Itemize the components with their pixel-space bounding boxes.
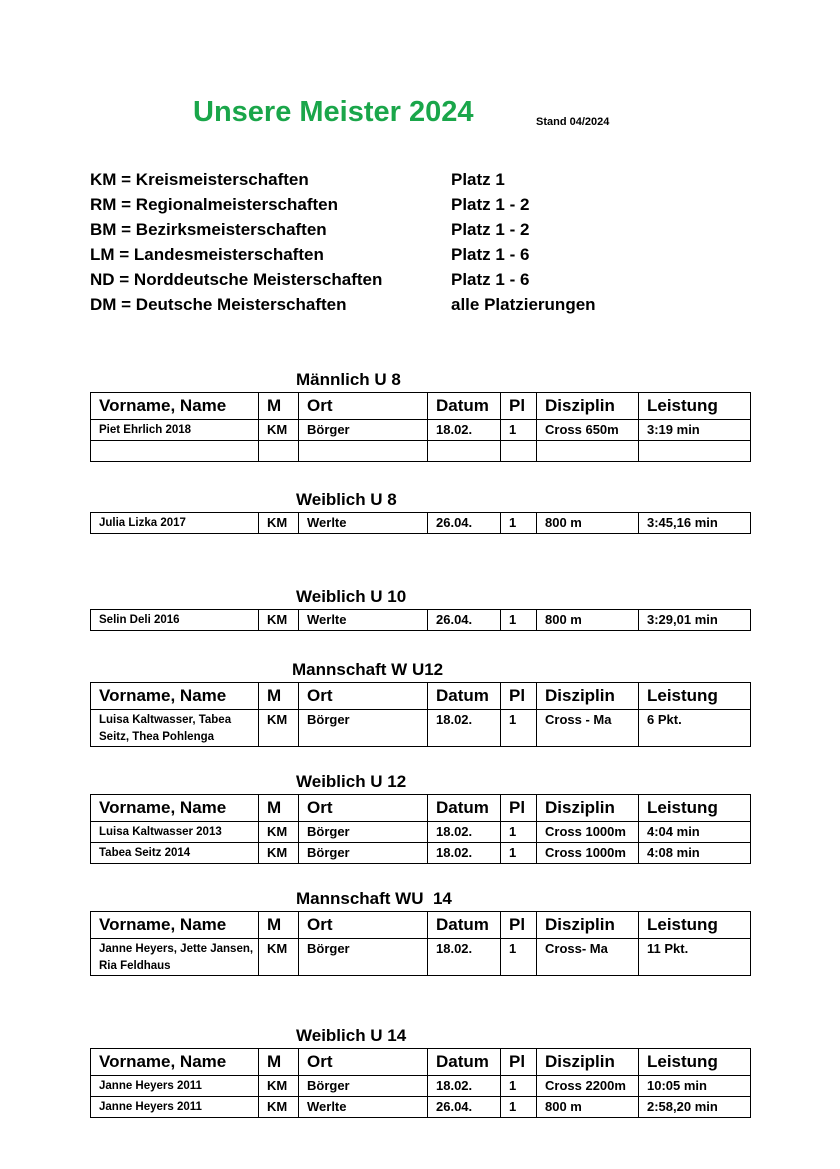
column-header-leistung: Leistung <box>639 912 751 939</box>
cell-datum: 26.04. <box>428 1097 501 1118</box>
cell-m: KM <box>259 610 299 631</box>
results-table-mannschaft-w-u12 <box>90 682 751 747</box>
cell-pl: 1 <box>501 420 537 441</box>
column-header-disziplin: Disziplin <box>537 912 639 939</box>
cell-ort: Börger <box>299 843 428 864</box>
column-header-name: Vorname, Name <box>91 795 259 822</box>
legend-row <box>90 270 730 295</box>
column-header-leistung: Leistung <box>639 393 751 420</box>
column-header-m: M <box>259 1049 299 1076</box>
cell-ort: Werlte <box>299 610 428 631</box>
table-row <box>91 939 751 976</box>
cell-disziplin: 800 m <box>537 513 639 534</box>
cell-pl: 1 <box>501 843 537 864</box>
cell-pl: 1 <box>501 1076 537 1097</box>
cell-m: KM <box>259 710 299 747</box>
cell-name: Tabea Seitz 2014 <box>91 843 259 864</box>
cell-pl: 1 <box>501 513 537 534</box>
column-header-leistung: Leistung <box>639 795 751 822</box>
table-row <box>91 843 751 864</box>
column-header-ort: Ort <box>299 795 428 822</box>
column-header-datum: Datum <box>428 393 501 420</box>
cell-name: Piet Ehrlich 2018 <box>91 420 259 441</box>
cell-datum: 26.04. <box>428 513 501 534</box>
cell-m: KM <box>259 843 299 864</box>
column-header-datum: Datum <box>428 1049 501 1076</box>
column-header-ort: Ort <box>299 393 428 420</box>
legend-row <box>90 170 730 195</box>
cell-leistung: 10:05 min <box>639 1076 751 1097</box>
legend-abbr: LM = Landesmeisterschaften <box>90 245 324 264</box>
cell-datum: 18.02. <box>428 1076 501 1097</box>
cell-name: Janne Heyers 2011 <box>91 1076 259 1097</box>
results-table-weiblich-u8 <box>90 512 751 534</box>
column-header-disziplin: Disziplin <box>537 1049 639 1076</box>
column-header-m: M <box>259 683 299 710</box>
column-header-m: M <box>259 912 299 939</box>
table-row <box>91 822 751 843</box>
legend-row <box>90 295 730 320</box>
legend-abbr: DM = Deutsche Meisterschaften <box>90 295 347 314</box>
cell-name: Julia Lizka 2017 <box>91 513 259 534</box>
table-header-row <box>91 683 751 710</box>
table-row <box>91 710 751 747</box>
cell-disziplin: Cross 1000m <box>537 843 639 864</box>
legend-abbr: KM = Kreismeisterschaften <box>90 170 309 189</box>
table-row <box>91 610 751 631</box>
cell-disziplin: 800 m <box>537 1097 639 1118</box>
cell-name: Selin Deli 2016 <box>91 610 259 631</box>
column-header-name: Vorname, Name <box>91 912 259 939</box>
cell-name <box>91 441 259 462</box>
stand-date: Stand 04/2024 <box>536 116 610 128</box>
cell-m <box>259 441 299 462</box>
section-title-weiblich-u10: Weiblich U 10 <box>296 587 407 606</box>
column-header-name: Vorname, Name <box>91 683 259 710</box>
cell-m: KM <box>259 939 299 976</box>
legend-row <box>90 220 730 245</box>
cell-disziplin: Cross 2200m <box>537 1076 639 1097</box>
section-title-weiblich-u14: Weiblich U 14 <box>296 1026 407 1045</box>
results-table-weiblich-u10 <box>90 609 751 631</box>
cell-pl: 1 <box>501 610 537 631</box>
cell-disziplin: 800 m <box>537 610 639 631</box>
cell-m: KM <box>259 513 299 534</box>
cell-pl: 1 <box>501 822 537 843</box>
cell-ort <box>299 441 428 462</box>
legend-platz: Platz 1 - 2 <box>451 220 530 239</box>
column-header-name: Vorname, Name <box>91 1049 259 1076</box>
cell-datum: 18.02. <box>428 843 501 864</box>
cell-name: Janne Heyers, Jette Jansen, Ria Feldhaus <box>91 939 259 976</box>
cell-pl: 1 <box>501 710 537 747</box>
table-header-row <box>91 393 751 420</box>
cell-leistung: 11 Pkt. <box>639 939 751 976</box>
cell-m: KM <box>259 1097 299 1118</box>
cell-leistung: 3:29,01 min <box>639 610 751 631</box>
cell-disziplin <box>537 441 639 462</box>
column-header-m: M <box>259 795 299 822</box>
legend-row <box>90 245 730 270</box>
cell-m: KM <box>259 1076 299 1097</box>
table-row <box>91 420 751 441</box>
column-header-pl: Pl <box>501 795 537 822</box>
cell-datum: 18.02. <box>428 939 501 976</box>
table-header-row <box>91 1049 751 1076</box>
results-table-weiblich-u14 <box>90 1048 751 1118</box>
cell-leistung: 3:45,16 min <box>639 513 751 534</box>
cell-ort: Börger <box>299 939 428 976</box>
section-title-mannschaft-wu14: Mannschaft WU 14 <box>296 889 452 908</box>
column-header-ort: Ort <box>299 912 428 939</box>
cell-leistung: 6 Pkt. <box>639 710 751 747</box>
cell-leistung: 2:58,20 min <box>639 1097 751 1118</box>
section-title-mannschaft-w-u12: Mannschaft W U12 <box>292 660 444 679</box>
results-table-maennlich-u8 <box>90 392 751 462</box>
section-title-maennlich-u8: Männlich U 8 <box>296 370 401 389</box>
column-header-ort: Ort <box>299 683 428 710</box>
legend <box>90 170 730 320</box>
cell-name: Luisa Kaltwasser, Tabea Seitz, Thea Pohlenga <box>91 710 259 747</box>
table-row-empty <box>91 441 751 462</box>
legend-abbr: ND = Norddeutsche Meisterschaften <box>90 270 383 289</box>
table-row <box>91 513 751 534</box>
cell-disziplin: Cross 650m <box>537 420 639 441</box>
cell-disziplin: Cross- Ma <box>537 939 639 976</box>
cell-leistung: 4:08 min <box>639 843 751 864</box>
section-title-weiblich-u8: Weiblich U 8 <box>296 490 397 509</box>
legend-platz: Platz 1 - 6 <box>451 270 530 289</box>
column-header-disziplin: Disziplin <box>537 795 639 822</box>
cell-datum: 18.02. <box>428 822 501 843</box>
cell-ort: Börger <box>299 1076 428 1097</box>
table-header-row <box>91 795 751 822</box>
table-header-row <box>91 912 751 939</box>
column-header-leistung: Leistung <box>639 683 751 710</box>
cell-pl <box>501 441 537 462</box>
column-header-pl: Pl <box>501 393 537 420</box>
cell-ort: Werlte <box>299 513 428 534</box>
table-row <box>91 1097 751 1118</box>
section-title-weiblich-u12: Weiblich U 12 <box>296 772 407 791</box>
cell-disziplin: Cross 1000m <box>537 822 639 843</box>
cell-leistung <box>639 441 751 462</box>
column-header-ort: Ort <box>299 1049 428 1076</box>
cell-pl: 1 <box>501 1097 537 1118</box>
column-header-datum: Datum <box>428 683 501 710</box>
column-header-leistung: Leistung <box>639 1049 751 1076</box>
cell-datum: 18.02. <box>428 420 501 441</box>
legend-platz: Platz 1 - 2 <box>451 195 530 214</box>
cell-leistung: 3:19 min <box>639 420 751 441</box>
cell-name: Luisa Kaltwasser 2013 <box>91 822 259 843</box>
cell-name: Janne Heyers 2011 <box>91 1097 259 1118</box>
cell-ort: Börger <box>299 710 428 747</box>
column-header-pl: Pl <box>501 683 537 710</box>
column-header-pl: Pl <box>501 1049 537 1076</box>
column-header-datum: Datum <box>428 912 501 939</box>
results-table-mannschaft-wu14 <box>90 911 751 976</box>
legend-platz: Platz 1 <box>451 170 505 189</box>
column-header-disziplin: Disziplin <box>537 393 639 420</box>
column-header-pl: Pl <box>501 912 537 939</box>
cell-ort: Börger <box>299 822 428 843</box>
cell-datum <box>428 441 501 462</box>
cell-ort: Börger <box>299 420 428 441</box>
legend-abbr: RM = Regionalmeisterschaften <box>90 195 338 214</box>
cell-datum: 18.02. <box>428 710 501 747</box>
column-header-disziplin: Disziplin <box>537 683 639 710</box>
legend-abbr: BM = Bezirksmeisterschaften <box>90 220 327 239</box>
legend-platz: Platz 1 - 6 <box>451 245 530 264</box>
column-header-m: M <box>259 393 299 420</box>
table-row <box>91 1076 751 1097</box>
legend-platz: alle Platzierungen <box>451 295 596 314</box>
cell-datum: 26.04. <box>428 610 501 631</box>
legend-row <box>90 195 730 220</box>
cell-pl: 1 <box>501 939 537 976</box>
page-title: Unsere Meister 2024 <box>193 96 474 128</box>
column-header-name: Vorname, Name <box>91 393 259 420</box>
cell-m: KM <box>259 420 299 441</box>
results-table-weiblich-u12 <box>90 794 751 864</box>
column-header-datum: Datum <box>428 795 501 822</box>
cell-disziplin: Cross - Ma <box>537 710 639 747</box>
cell-m: KM <box>259 822 299 843</box>
cell-ort: Werlte <box>299 1097 428 1118</box>
cell-leistung: 4:04 min <box>639 822 751 843</box>
